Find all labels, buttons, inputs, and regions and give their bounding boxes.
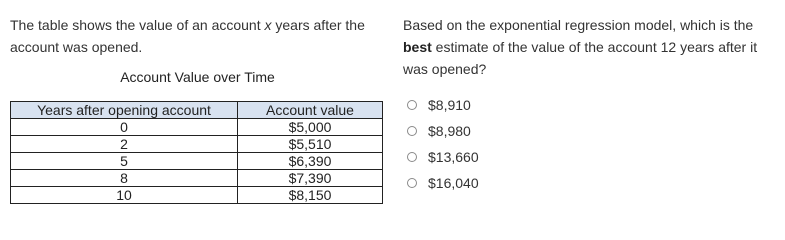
cell-value: $8,150 [238, 187, 383, 204]
intro-suffix: years after the account was opened. [10, 17, 365, 55]
radio-button-icon[interactable] [407, 100, 417, 110]
answer-choice-b[interactable] [407, 118, 479, 144]
table-row [11, 136, 383, 153]
answer-choices [407, 92, 479, 196]
choice-label: $13,660 [428, 149, 479, 165]
intro-prefix: The table shows the value of an account [10, 17, 265, 33]
cell-years: 2 [11, 136, 238, 153]
cell-value: $7,390 [238, 170, 383, 187]
problem-stem-panel [10, 14, 385, 203]
question-prefix: Based on the exponential regression model, which is the [403, 17, 754, 33]
cell-value: $6,390 [238, 153, 383, 170]
table-row [11, 119, 383, 136]
radio-button-icon[interactable] [407, 126, 417, 136]
table-row [11, 170, 383, 187]
cell-value: $5,510 [238, 136, 383, 153]
cell-years: 8 [11, 170, 238, 187]
question-text [403, 14, 778, 80]
question-panel [403, 14, 778, 191]
radio-button-icon[interactable] [407, 152, 417, 162]
table-row [11, 153, 383, 170]
question-emphasis: best [403, 39, 432, 55]
choice-label: $16,040 [428, 175, 479, 191]
table-row [11, 187, 383, 204]
answer-choice-c[interactable] [407, 144, 479, 170]
radio-button-icon[interactable] [407, 178, 417, 188]
cell-years: 0 [11, 119, 238, 136]
header-years: Years after opening account [11, 102, 238, 119]
cell-value: $5,000 [238, 119, 383, 136]
answer-choice-d[interactable] [407, 170, 479, 196]
choice-label: $8,980 [428, 123, 471, 139]
choice-label: $8,910 [428, 97, 471, 113]
answer-choice-a[interactable] [407, 92, 479, 118]
cell-years: 5 [11, 153, 238, 170]
intro-variable: x [264, 17, 272, 33]
problem-intro [10, 14, 370, 58]
cell-years: 10 [11, 187, 238, 204]
table-header-row [11, 102, 383, 119]
header-account-value: Account value [238, 102, 383, 119]
question-suffix: estimate of the value of the account 12 years after it was opened? [403, 39, 758, 77]
account-value-table [10, 101, 383, 204]
table-title: Account Value over Time [120, 69, 275, 85]
